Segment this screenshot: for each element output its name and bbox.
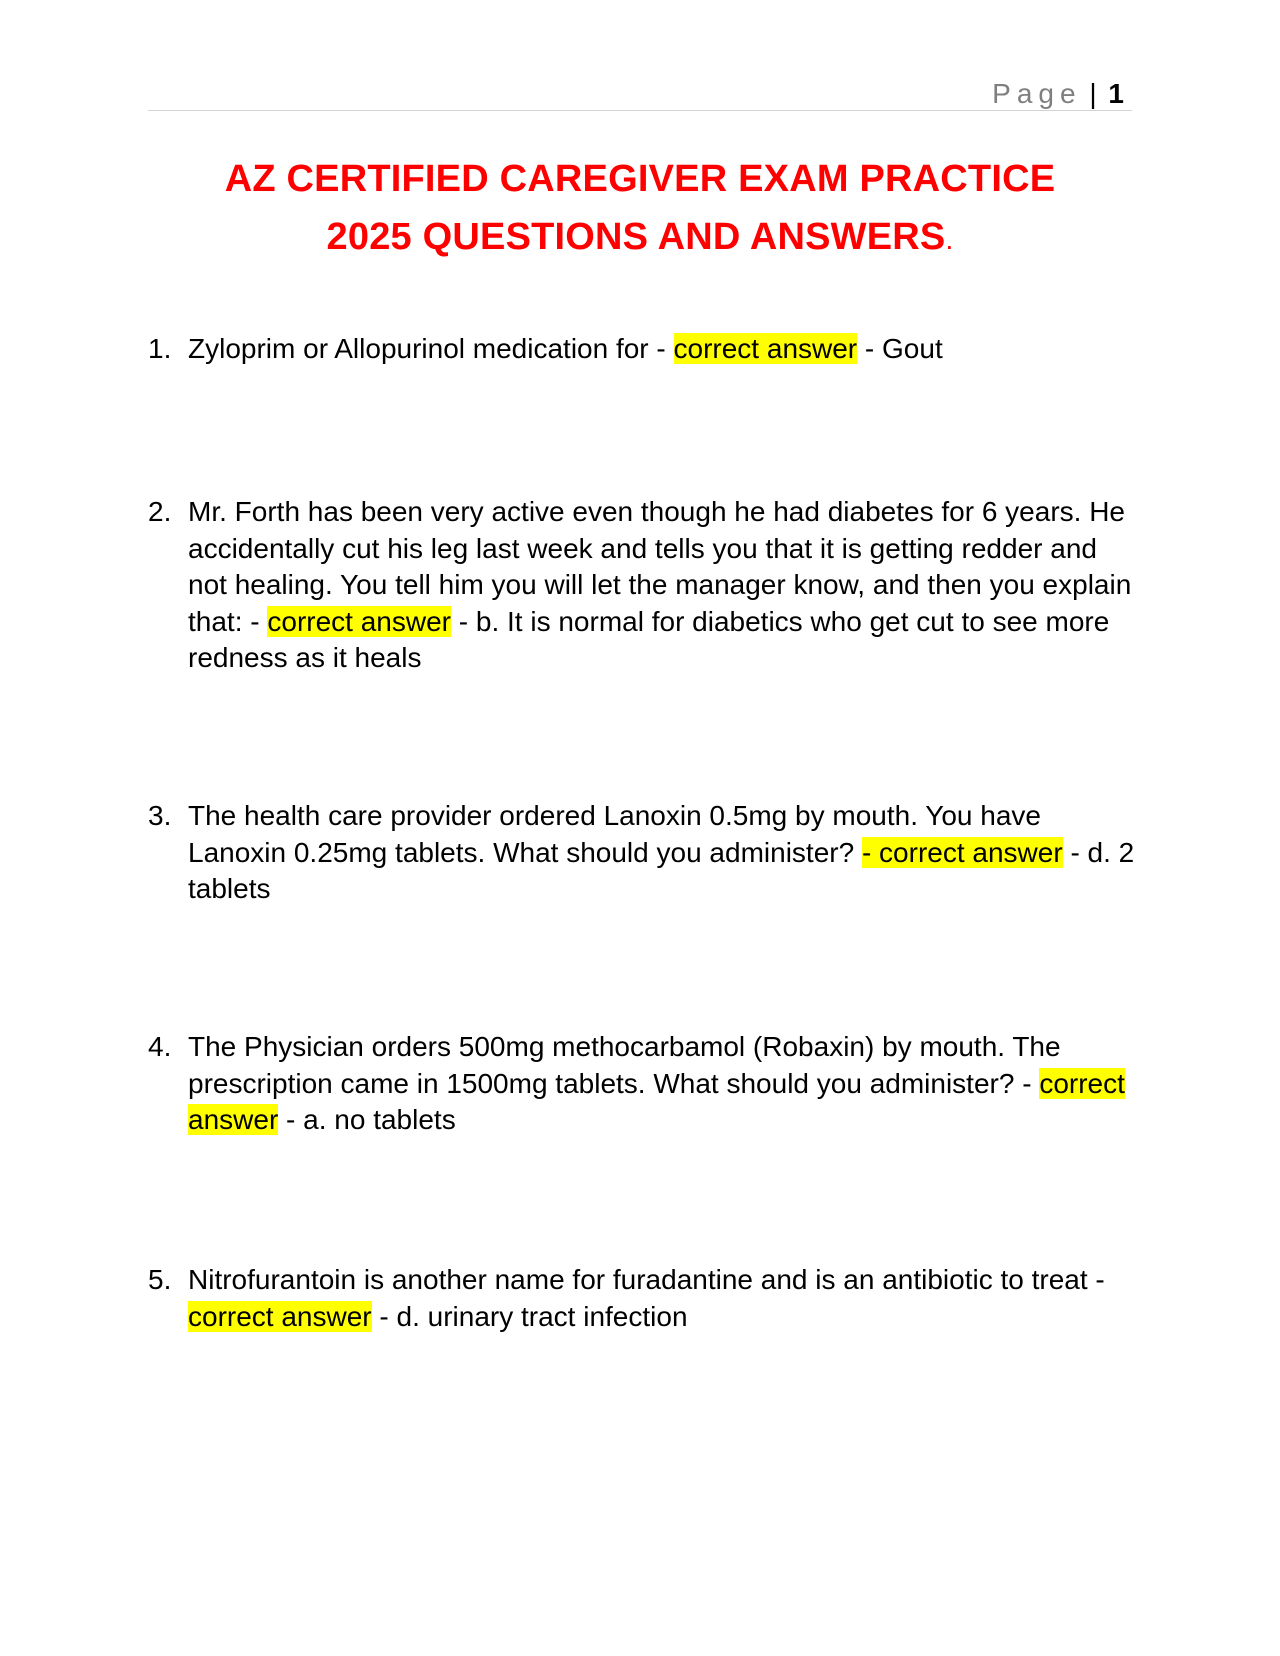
question-text <box>188 494 1138 677</box>
question-prompt: Mr. Forth has been very active even though he had diabetes for 6 years. He accidentally cut his leg last week and tells you that it is getting redder and not healing. You tell him you will let the manager know, and then you explain that: - <box>188 496 1132 637</box>
correct-answer-highlight: correct answer <box>673 333 858 364</box>
title-line-1: AZ CERTIFIED CAREGIVER EXAM PRACTICE <box>224 158 1056 200</box>
question-item-3 <box>148 798 1138 908</box>
question-number: 4. <box>148 1031 172 1062</box>
page-number: 1 <box>1108 78 1124 109</box>
answer-text: - d. 2 tablets <box>188 836 1135 904</box>
question-prompt: The health care provider ordered Lanoxin 0.5mg by mouth. You have Lanoxin 0.25mg tablets. What should you administer? <box>188 800 1042 868</box>
question-prompt: Zyloprim or Allopurinol medication for - <box>188 333 674 364</box>
question-text <box>188 1029 1138 1139</box>
question-item-2 <box>148 494 1138 677</box>
correct-answer-highlight: - correct answer <box>861 836 1063 868</box>
correct-answer-highlight: correct answer <box>188 1067 1125 1135</box>
question-text <box>188 1262 1138 1335</box>
page-header <box>148 70 1132 111</box>
question-number: 5. <box>148 1264 172 1295</box>
page-label <box>992 78 1124 110</box>
answer-text: - b. It is normal for diabetics who get cut to see more redness as it heals <box>188 605 1110 673</box>
question-text <box>188 798 1138 908</box>
page-separator: | <box>1089 78 1097 109</box>
question-number: 1. <box>148 333 172 364</box>
question-prompt: Nitrofurantoin is another name for furadantine and is an antibiotic to treat - <box>188 1264 1105 1295</box>
question-number: 3. <box>148 800 172 831</box>
page-word: Page <box>992 78 1082 109</box>
question-text <box>188 331 1138 368</box>
question-prompt: The Physician orders 500mg methocarbamol (Robaxin) by mouth. The prescription came in 1500mg tablets. What should you administer? - <box>188 1031 1061 1099</box>
title-line-2-text: 2025 QUESTIONS AND ANSWERS <box>326 216 946 258</box>
title-period: . <box>945 224 954 255</box>
title-line-2 <box>148 208 1132 269</box>
correct-answer-highlight: correct answer <box>188 1300 372 1332</box>
question-item-4 <box>148 1029 1138 1139</box>
document-title <box>148 150 1132 269</box>
question-item-5 <box>148 1262 1138 1335</box>
question-item-1 <box>148 331 1138 368</box>
answer-text: - Gout <box>857 333 943 364</box>
answer-text: - d. urinary tract infection <box>371 1300 688 1332</box>
correct-answer-highlight: correct answer <box>267 605 451 637</box>
question-number: 2. <box>148 496 172 527</box>
answer-text: - a. no tablets <box>278 1104 456 1135</box>
